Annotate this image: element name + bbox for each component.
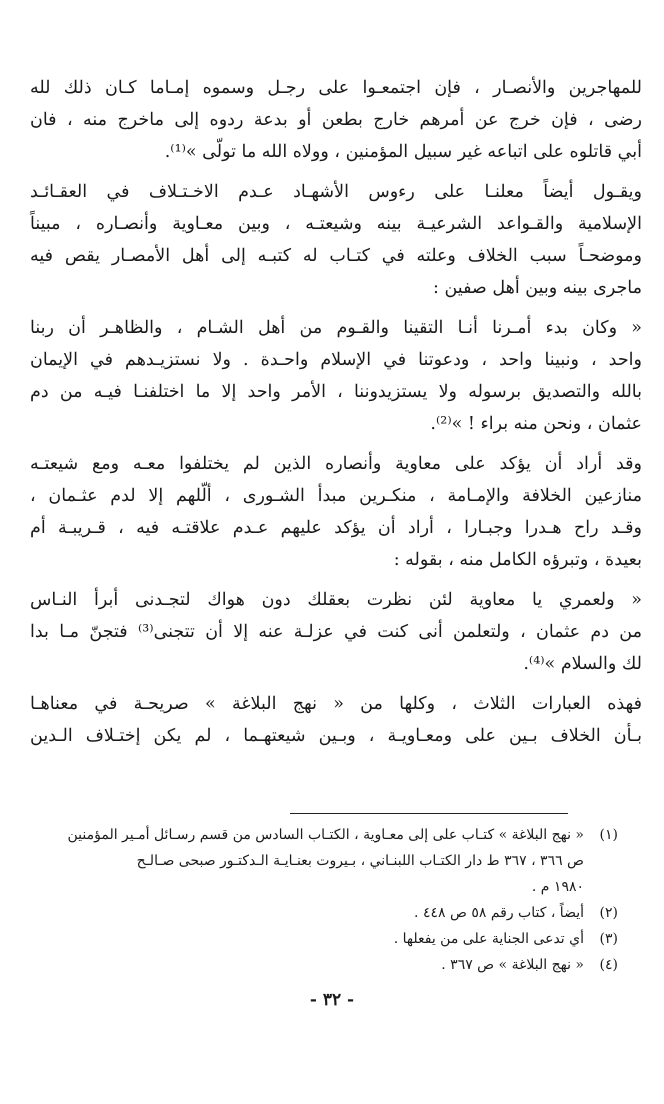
quotation-paragraph [30, 584, 642, 680]
text-line: لك والسلام »⁽⁴⁾. [523, 654, 642, 674]
footnote-text [30, 952, 584, 978]
text-line: وموضحـاً سبب الخلاف وعلته في كتـاب له كتبـه إلى أهل الأمصـار يقص فيه [30, 246, 642, 266]
text-line: من دم عثمان ، ولتعلمن أنى كنت في عزلـة عنه إلا أن تتجنى⁽³⁾ فتجنّ مـا بدا [30, 622, 642, 642]
footnote-text [30, 900, 584, 926]
text-line: للمهاجرين والأنصـار ، فإن اجتمعـوا على رجـل وسموه إمـاما كـان ذلك لله [30, 78, 642, 98]
text-line: « وكان بدء أمـرنا أنـا التقينا والقـوم من أهل الشـام ، والظاهـر أن ربنا [30, 318, 642, 338]
text-line: ماجرى بينه وبين أهل صفين : [433, 278, 642, 298]
footnote-text [30, 822, 584, 900]
paragraph-gap [30, 304, 642, 312]
footnote-line: « نهج البلاغة » كتـاب على إلى معـاوية ، الكتـاب السادس من قسم رسـائل أمـير المؤمنين [67, 827, 584, 843]
paragraph-gap [30, 440, 642, 448]
footnote-number: (٣) [599, 931, 618, 947]
footnote-separator [290, 813, 568, 814]
footnote-line: أي تدعى الجناية على من يفعلها . [393, 931, 584, 947]
paragraph-gap [30, 168, 642, 176]
footnote-line: ص ٣٦٦ ، ٣٦٧ ط دار الكتـاب اللبنـاني ، بـيروت بعنـايـة الـدكتـور صبحى صـالـح [136, 853, 584, 869]
text-line: الإسلامية والقـواعد الشرعيـة بينه وشيعتـه ، وبين معـاوية وأنصـاره ، مبيناً [30, 214, 642, 234]
main-text [30, 72, 642, 752]
footnote-number: (٤) [599, 957, 618, 973]
text-line: ويقـول أيضاً معلنـا على رءوس الأشهـاد عـدم الاخـتـلاف في العقـائـد [30, 182, 642, 202]
footnote [30, 926, 618, 952]
text-line: واحد ، ونبينا واحد ، ودعوتنا في الإسلام واحـدة . ولا نستزيـدهم في الإيمان [30, 350, 642, 370]
text-line: أبي قاتلوه على اتباعه غير سبيل المؤمنين ، وولاه الله ما تولّى »⁽¹⁾. [164, 142, 642, 162]
text-line: وقـد راح هـدرا وجبـارا ، أراد أن يؤكد عليهم عـدم علاقتـه فيه ، قـريبـة أم [30, 518, 642, 538]
text-line: وقد أراد أن يؤكد على معاوية وأنصاره الذين لم يختلفوا معـه ومع شيعتـه [30, 454, 642, 474]
text-line: فهذه العبارات الثلاث ، وكلها من « نهج البلاغة » صريحـة في معناهـا [30, 694, 642, 714]
paragraph [30, 72, 642, 168]
text-line: عثمان ، ونحن منه براء ! »⁽²⁾. [430, 414, 642, 434]
page-number: - ٣٢ - [309, 990, 355, 1010]
footnote [30, 952, 618, 978]
footnote-line: أيضاً ، كتاب رقم ٥٨ ص ٤٤٨ . [414, 905, 584, 921]
paragraph [30, 448, 642, 576]
text-line: « ولعمري يا معاوية لئن نظرت بعقلك دون هواك لتجـدنى أبرأ النـاس [30, 590, 642, 610]
footnote-line: ١٩٨٠ م . [531, 879, 584, 895]
paragraph [30, 688, 642, 752]
footnote-number: (١) [599, 827, 618, 843]
paragraph [30, 176, 642, 304]
quotation-paragraph [30, 312, 642, 440]
text-line: رضى ، فإن خرج عن أمرهم خارج بطعن أو بدعة ردوه إلى ماخرج منه ، فان [30, 110, 642, 130]
text-line: بعيدة ، وتبرؤه الكامل منه ، بقوله : [393, 550, 642, 570]
footnote-text [30, 926, 584, 952]
text-line: بالله والتصديق برسوله ولا يستزيدوننا ، الأمر واحد إلا ما اختلفنـا فيـه من دم [30, 382, 642, 402]
footnote [30, 900, 618, 926]
footnote-line: « نهج البلاغة » ص ٣٦٧ . [441, 957, 584, 973]
footnote [30, 822, 618, 900]
footnotes [30, 822, 618, 978]
text-line: بـأن الخلاف بـين على ومعـاويـة ، وبـين شيعتهـما ، لم يكن إختـلاف الـدين [30, 726, 642, 746]
text-line: منازعين الخلافة والإمـامة ، منكـرين مبدأ الشـورى ، ألّلهم إلا لدم عثـمان ، [30, 486, 642, 506]
paragraph-gap [30, 576, 642, 584]
footnote-number: (٢) [599, 905, 618, 921]
paragraph-gap [30, 680, 642, 688]
